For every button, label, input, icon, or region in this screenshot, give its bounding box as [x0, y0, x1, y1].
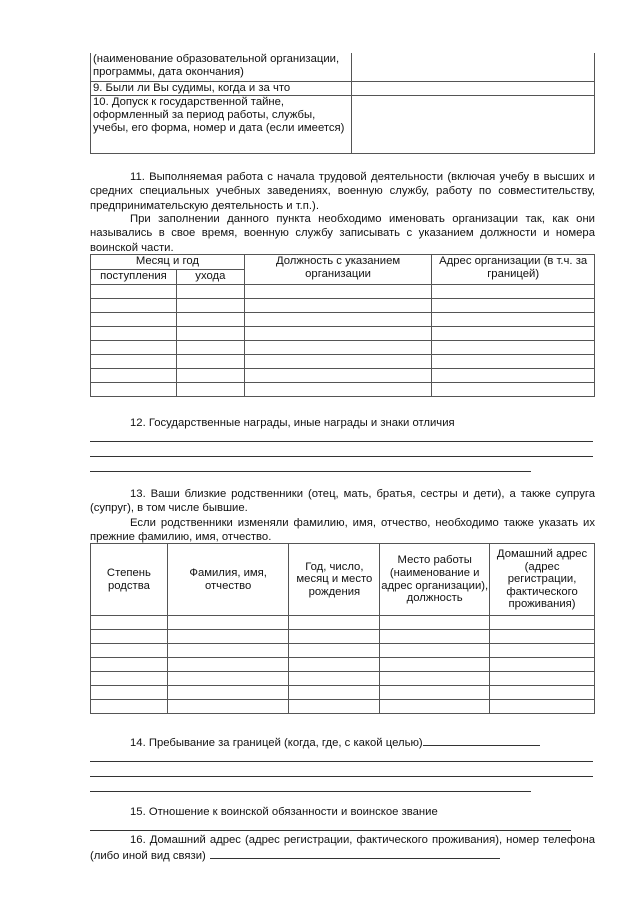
empty-cell[interactable]	[91, 616, 168, 630]
empty-cell[interactable]	[380, 672, 490, 686]
empty-cell[interactable]	[176, 313, 244, 327]
empty-cell[interactable]	[91, 383, 177, 397]
empty-cell[interactable]	[167, 658, 289, 672]
section-14-row	[90, 734, 595, 750]
empty-cell[interactable]	[91, 672, 168, 686]
table-row	[91, 82, 595, 96]
empty-cell[interactable]	[244, 285, 432, 299]
section-16-row	[90, 833, 595, 864]
empty-cell[interactable]	[244, 383, 432, 397]
empty-cell[interactable]	[432, 285, 595, 299]
empty-cell[interactable]	[432, 369, 595, 383]
section-13-paragraph: 13. Ваши близкие родственники (отец, мать, братья, сестры и дети), а также супруга (супруг), в том числе бывшие.	[90, 488, 595, 515]
empty-cell[interactable]	[490, 658, 595, 672]
empty-cell[interactable]	[289, 658, 380, 672]
question-cell: 9. Были ли Вы судимы, когда и за что	[91, 82, 352, 96]
empty-cell[interactable]	[176, 285, 244, 299]
section-14-title: 14. Пребывание за границей (когда, где, с какой целью)	[130, 737, 423, 749]
empty-cell[interactable]	[432, 341, 595, 355]
section-12-line[interactable]	[90, 441, 593, 442]
section-14-fill[interactable]	[423, 734, 540, 746]
table-row	[91, 96, 595, 154]
empty-cell[interactable]	[91, 285, 177, 299]
personal-info-table	[90, 53, 595, 154]
table-row	[91, 700, 595, 714]
table-row	[91, 53, 595, 82]
empty-cell[interactable]	[244, 327, 432, 341]
empty-cell[interactable]	[490, 686, 595, 700]
empty-cell[interactable]	[244, 355, 432, 369]
empty-cell[interactable]	[490, 672, 595, 686]
birth-header: Год, число, месяц и место рождения	[289, 544, 380, 616]
answer-cell[interactable]	[352, 82, 595, 96]
empty-cell[interactable]	[91, 327, 177, 341]
table-row	[91, 327, 595, 341]
empty-cell[interactable]	[380, 700, 490, 714]
empty-cell[interactable]	[432, 355, 595, 369]
end-header: ухода	[176, 270, 244, 285]
empty-cell[interactable]	[176, 327, 244, 341]
empty-cell[interactable]	[380, 630, 490, 644]
work-history-body	[91, 285, 595, 397]
empty-cell[interactable]	[167, 672, 289, 686]
section-12-title: 12. Государственные награды, иные награды и знаки отличия	[130, 417, 455, 429]
section-11-note: При заполнении данного пункта необходимо именовать организации так, как они назывались в свое время, военную службу записывать с указанием должности и номера воинской части.	[90, 213, 595, 254]
table-row	[91, 630, 595, 644]
section-14-line[interactable]	[90, 791, 531, 792]
full-name-header: Фамилия, имя, отчество	[167, 544, 289, 616]
empty-cell[interactable]	[490, 644, 595, 658]
empty-cell[interactable]	[167, 686, 289, 700]
empty-cell[interactable]	[167, 616, 289, 630]
empty-cell[interactable]	[167, 700, 289, 714]
empty-cell[interactable]	[244, 369, 432, 383]
table-row	[91, 672, 595, 686]
answer-cell[interactable]	[352, 53, 595, 82]
empty-cell[interactable]	[91, 299, 177, 313]
section-15-title: 15. Отношение к воинской обязанности и воинское звание	[130, 806, 438, 818]
question-cell: 10. Допуск к государственной тайне, оформленный за период работы, службы, учебы, его форма, номер и дата (если имеется)	[91, 96, 352, 154]
empty-cell[interactable]	[244, 299, 432, 313]
empty-cell[interactable]	[91, 355, 177, 369]
work-history-table	[90, 254, 595, 397]
table-row	[91, 383, 595, 397]
empty-cell[interactable]	[176, 355, 244, 369]
empty-cell[interactable]	[167, 644, 289, 658]
empty-cell[interactable]	[91, 630, 168, 644]
section-13-note: Если родственники изменяли фамилию, имя, отчество, необходимо также указать их прежние фамилию, имя, отчество.	[90, 517, 595, 544]
address-header: Адрес организации (в т.ч. за границей)	[432, 255, 595, 285]
empty-cell[interactable]	[289, 672, 380, 686]
empty-cell[interactable]	[244, 341, 432, 355]
home-address-header: Домашний адрес (адрес регистрации, фактического проживания)	[490, 544, 595, 616]
answer-cell[interactable]	[352, 96, 595, 154]
question-cell: (наименование образовательной организации, программы, дата окончания)	[91, 53, 352, 82]
empty-cell[interactable]	[432, 313, 595, 327]
table-row	[91, 313, 595, 327]
empty-cell[interactable]	[432, 383, 595, 397]
section-12-line[interactable]	[90, 456, 593, 457]
empty-cell[interactable]	[289, 616, 380, 630]
empty-cell[interactable]	[176, 299, 244, 313]
empty-cell[interactable]	[91, 644, 168, 658]
table-row	[91, 369, 595, 383]
workplace-header: Место работы (наименование и адрес организации), должность	[380, 544, 490, 616]
empty-cell[interactable]	[289, 700, 380, 714]
empty-cell[interactable]	[490, 700, 595, 714]
empty-cell[interactable]	[91, 313, 177, 327]
empty-cell[interactable]	[176, 369, 244, 383]
section-15-line[interactable]	[90, 830, 571, 831]
empty-cell[interactable]	[289, 630, 380, 644]
empty-cell[interactable]	[91, 686, 168, 700]
table-row	[91, 355, 595, 369]
section-11-paragraph: 11. Выполняемая работа с начала трудовой деятельности (включая учебу в высших и средних специальных учебных заведениях, военную службу, работу по совместительству, предпринимательскую деятельность и т.п.).	[90, 171, 595, 212]
table-row	[91, 616, 595, 630]
empty-cell[interactable]	[289, 686, 380, 700]
relatives-table	[90, 543, 595, 714]
relation-header: Степень родства	[91, 544, 168, 616]
section-12-line[interactable]	[90, 471, 531, 472]
empty-cell[interactable]	[490, 616, 595, 630]
start-header: поступления	[91, 270, 177, 285]
table-row	[91, 299, 595, 313]
section-16-text: 16. Домашний адрес (адрес регистрации, фактического проживания), номер телефона (либо иной вид связи)	[90, 834, 595, 863]
table-header-row	[91, 544, 595, 616]
empty-cell[interactable]	[91, 341, 177, 355]
empty-cell[interactable]	[91, 369, 177, 383]
table-row	[91, 285, 595, 299]
section-14-line[interactable]	[90, 776, 593, 777]
empty-cell[interactable]	[490, 630, 595, 644]
empty-cell[interactable]	[432, 327, 595, 341]
relatives-body	[91, 616, 595, 714]
table-header-row	[91, 255, 595, 270]
section-14-line[interactable]	[90, 761, 593, 762]
empty-cell[interactable]	[244, 313, 432, 327]
empty-cell[interactable]	[91, 700, 168, 714]
table-row	[91, 341, 595, 355]
empty-cell[interactable]	[380, 686, 490, 700]
position-header: Должность с указанием организации	[244, 255, 432, 285]
empty-cell[interactable]	[289, 644, 380, 658]
empty-cell[interactable]	[380, 616, 490, 630]
empty-cell[interactable]	[176, 383, 244, 397]
section-16-fill[interactable]	[210, 847, 500, 859]
empty-cell[interactable]	[432, 299, 595, 313]
empty-cell[interactable]	[380, 644, 490, 658]
empty-cell[interactable]	[176, 341, 244, 355]
table-row	[91, 686, 595, 700]
empty-cell[interactable]	[380, 658, 490, 672]
empty-cell[interactable]	[167, 630, 289, 644]
month-year-header: Месяц и год	[91, 255, 245, 270]
table-row	[91, 644, 595, 658]
empty-cell[interactable]	[91, 658, 168, 672]
table-row	[91, 658, 595, 672]
